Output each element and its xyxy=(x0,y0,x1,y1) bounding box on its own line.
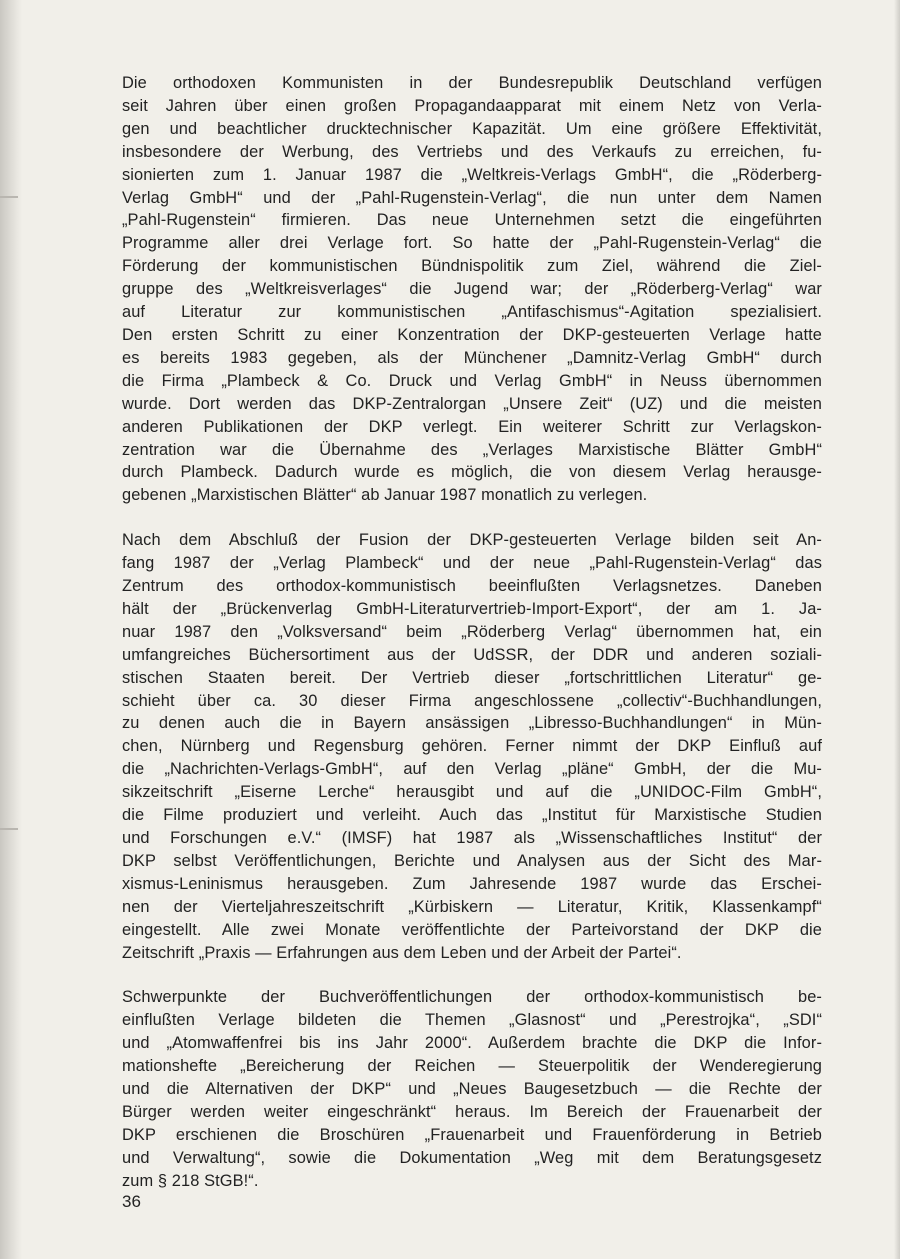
text-line: Den ersten Schritt zu einer Konzentration der DKP-gesteuerten Verlage hatte xyxy=(122,325,822,344)
text-line: Zentrum des orthodox-kommunistisch beeinflußten Verlagsnetzes. Daneben xyxy=(122,577,822,596)
text-line: schieht über ca. 30 dieser Firma angeschlossene „collectiv“-Buchhandlungen, xyxy=(122,691,822,710)
page-number: 36 xyxy=(122,1192,141,1211)
text-line: es bereits 1983 gegeben, als der Münchener „Damnitz-Verlag GmbH“ durch xyxy=(122,348,822,367)
text-line: wurde. Dort werden das DKP-Zentralorgan „Unsere Zeit“ (UZ) und die meisten xyxy=(122,394,822,413)
text-line: und Forschungen e.V.“ (IMSF) hat 1987 als „Wissenschaftliches Institut“ der xyxy=(122,829,822,847)
text-line: zum § 218 StGB!“. xyxy=(122,1171,259,1190)
text-line: zentration war die Übernahme des „Verlages Marxistische Blätter GmbH“ xyxy=(122,440,822,459)
page-left-edge-shadow xyxy=(0,0,22,1259)
text-line: nen der Vierteljahreszeitschrift „Kürbiskern — Literatur, Kritik, Klassenkampf“ xyxy=(122,897,822,916)
text-line: nuar 1987 den „Volksversand“ beim „Röderberg Verlag“ übernommen hat, ein xyxy=(122,622,822,641)
text-line: sikzeitschrift „Eiserne Lerche“ herausgibt und auf die „UNIDOC-Film GmbH“, xyxy=(122,783,822,802)
text-line: chen, Nürnberg und Regensburg gehören. Ferner nimmt der DKP Einfluß auf xyxy=(122,737,822,756)
text-line: die Filme produziert und verleiht. Auch das „Institut für Marxistische Studien xyxy=(122,806,822,825)
paragraph-2 xyxy=(122,529,822,964)
text-line: Programme aller drei Verlage fort. So hatte der „Pahl-Rugenstein-Verlag“ die xyxy=(122,234,822,253)
text-line: Bürger werden weiter eingeschränkt“ heraus. Im Bereich der Frauenarbeit der xyxy=(122,1102,822,1121)
text-line: xismus-Leninismus herausgeben. Zum Jahresende 1987 wurde das Erschei- xyxy=(122,874,822,893)
text-line: auf Literatur zur kommunistischen „Antifaschismus“-Agitation spezialisiert. xyxy=(122,303,822,322)
body-text xyxy=(122,72,822,1193)
text-line: seit Jahren über einen großen Propagandaapparat mit einem Netz von Verla- xyxy=(122,96,822,115)
text-line: durch Plambeck. Dadurch wurde es möglich, die von diesem Verlag herausge- xyxy=(122,463,822,482)
text-line: mationshefte „Bereicherung der Reichen — Steuerpolitik der Wenderegierung xyxy=(122,1057,822,1076)
page-right-edge-shadow xyxy=(894,0,900,1259)
text-line: umfangreiches Büchersortiment aus der UdSSR, der DDR und anderen soziali- xyxy=(122,645,822,664)
text-line: und „Atomwaffenfrei bis ins Jahr 2000“. Außerdem brachte die DKP die Infor- xyxy=(122,1034,822,1053)
margin-tick-mark xyxy=(0,828,18,830)
margin-tick-mark xyxy=(0,196,18,198)
text-line: Nach dem Abschluß der Fusion der DKP-gesteuerten Verlage bilden seit An- xyxy=(122,531,822,550)
text-line: einflußten Verlage bildeten die Themen „Glasnost“ und „Perestrojka“, „SDI“ xyxy=(122,1011,822,1030)
text-line: Die orthodoxen Kommunisten in der Bundesrepublik Deutschland verfügen xyxy=(122,74,822,92)
text-line: gen und beachtlicher drucktechnischer Kapazität. Um eine größere Effektivität, xyxy=(122,119,822,138)
paragraph-1 xyxy=(122,72,822,507)
text-line: insbesondere der Werbung, des Vertriebs und des Verkaufs zu erreichen, fu- xyxy=(122,142,822,161)
text-line: anderen Publikationen der DKP verlegt. Ein weiterer Schritt zur Verlagskon- xyxy=(122,417,822,436)
text-line: und Verwaltung“, sowie die Dokumentation „Weg mit dem Beratungsgesetz xyxy=(122,1148,822,1167)
text-line: die „Nachrichten-Verlags-GmbH“, auf den Verlag „pläne“ GmbH, der die Mu- xyxy=(122,760,822,779)
text-line: Schwerpunkte der Buchveröffentlichungen der orthodox-kommunistisch be- xyxy=(122,988,822,1007)
text-line: und die Alternativen der DKP“ und „Neues Baugesetzbuch — die Rechte der xyxy=(122,1080,822,1099)
text-line: die Firma „Plambeck & Co. Druck und Verlag GmbH“ in Neuss übernommen xyxy=(122,371,822,390)
text-line: Zeitschrift „Praxis — Erfahrungen aus dem Leben und der Arbeit der Partei“. xyxy=(122,943,682,962)
text-line: DKP selbst Veröffentlichungen, Berichte und Analysen aus der Sicht des Mar- xyxy=(122,851,822,870)
text-line: eingestellt. Alle zwei Monate veröffentlichte der Parteivorstand der DKP die xyxy=(122,920,822,939)
text-line: „Pahl-Rugenstein“ firmieren. Das neue Unternehmen setzt die eingeführten xyxy=(122,211,822,230)
text-line: Förderung der kommunistischen Bündnispolitik zum Ziel, während die Ziel- xyxy=(122,257,822,276)
text-line: Verlag GmbH“ und der „Pahl-Rugenstein-Verlag“, die nun unter dem Namen xyxy=(122,188,822,207)
text-line: zu denen auch die in Bayern ansässigen „Libresso-Buchhandlungen“ in Mün- xyxy=(122,714,822,733)
text-line: DKP erschienen die Broschüren „Frauenarbeit und Frauenförderung in Betrieb xyxy=(122,1125,822,1144)
text-line: gebenen „Marxistischen Blätter“ ab Januar 1987 monatlich zu verlegen. xyxy=(122,486,648,505)
text-line: gruppe des „Weltkreisverlages“ die Jugend war; der „Röderberg-Verlag“ war xyxy=(122,280,822,299)
text-line: stischen Staaten bereit. Der Vertrieb dieser „fortschrittlichen Literatur“ ge- xyxy=(122,668,822,687)
text-line: fang 1987 der „Verlag Plambeck“ und der neue „Pahl-Rugenstein-Verlag“ das xyxy=(122,554,822,573)
text-line: sionierten zum 1. Januar 1987 die „Weltkreis-Verlags GmbH“, die „Röderberg- xyxy=(122,165,822,184)
text-line: hält der „Brückenverlag GmbH-Literaturvertrieb-Import-Export“, der am 1. Ja- xyxy=(122,599,822,618)
paragraph-3 xyxy=(122,986,822,1192)
